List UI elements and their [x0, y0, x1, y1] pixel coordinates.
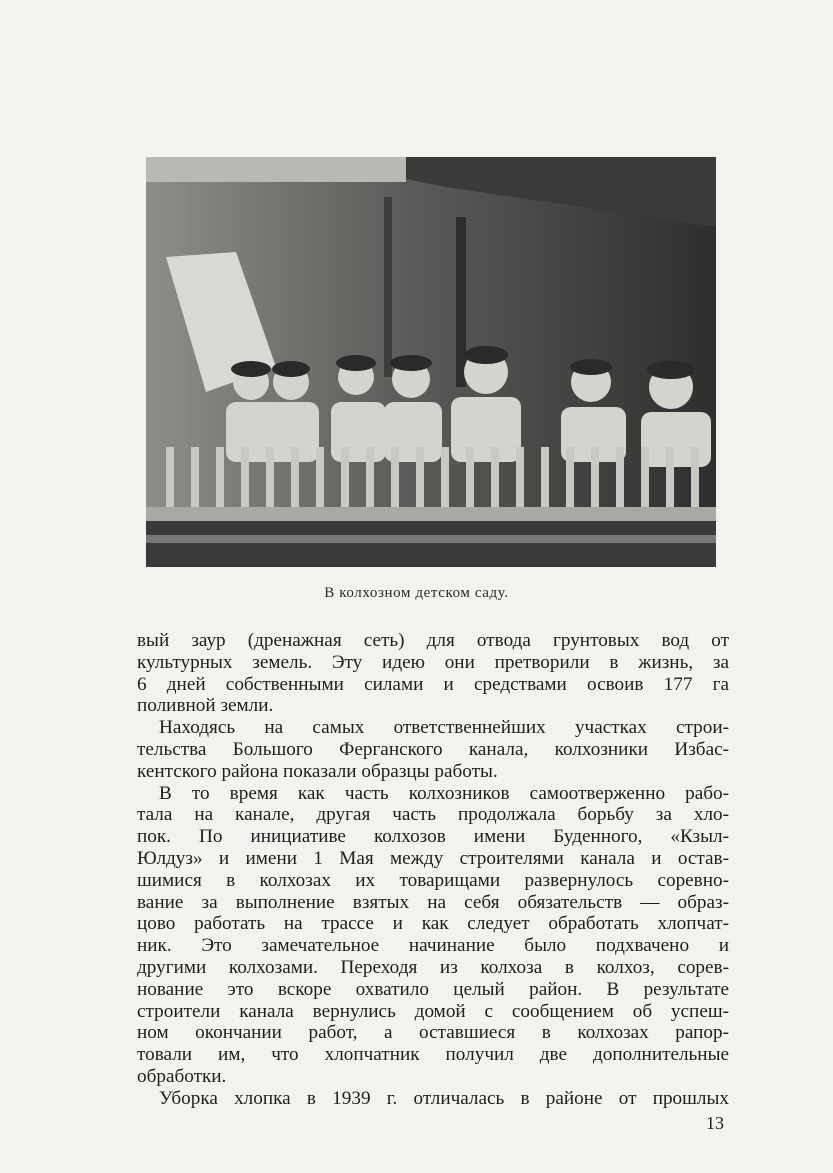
text-line: товали им, что хлопчатник получил две дополнительные [137, 1044, 729, 1066]
text-line: вание за выполнение взятых на себя обязательств — образ- [137, 891, 729, 913]
text-line: тельства Большого Ферганского канала, колхозники Избас- [137, 738, 729, 760]
photo-children-at-balcony-icon [146, 157, 716, 567]
text-line: Юлдуз» и имени 1 Мая между строителями канала и остав- [137, 847, 729, 869]
text-line: поливной земли. [137, 695, 274, 717]
text-line: тала на канале, другая часть продолжала борьбу за хло- [137, 804, 729, 826]
text-line: нование это вскоре охватило целый район. В результате [137, 978, 729, 1000]
text-line: кентского района показали образцы работы. [137, 760, 498, 782]
text-line: ном окончании работ, а оставшиеся в колхозах рапор- [137, 1022, 729, 1044]
text-line: другими колхозами. Переходя из колхоза в колхоз, сорев- [137, 956, 729, 978]
text-line: обработки. [137, 1065, 227, 1087]
page-number: 13 [706, 1113, 724, 1133]
text-line: шимися в колхозах их товарищами развернулось соревно- [137, 869, 729, 891]
text-line: ник. Это замечательное начинание было подхвачено и [137, 935, 729, 957]
text-line: пок. По инициативе колхозов имени Буденного, «Кзыл- [137, 826, 729, 848]
paragraph [137, 630, 729, 717]
text-line: вый заур (дренажная сеть) для отвода грунтовых вод от [137, 630, 729, 651]
text-line: строители канала вернулись домой с сообщением об успеш- [137, 1000, 729, 1022]
text-line: 6 дней собственными силами и средствами освоив 177 га [137, 673, 729, 695]
photo [146, 157, 716, 567]
text-line: Находясь на самых ответственнейших участках строи- [159, 717, 729, 739]
text-line: Уборка хлопка в 1939 г. отличалась в районе от прошлых [159, 1087, 729, 1109]
paragraph [137, 783, 729, 1088]
paragraph [137, 717, 729, 782]
text-line: В то время как часть колхозников самоотверженно рабо- [159, 782, 729, 804]
text-line: цово работать на трассе и как следует обработать хлопчат- [137, 913, 729, 935]
paragraph [137, 1088, 729, 1110]
photo-caption: В колхозном детском саду. [324, 585, 509, 601]
body-text [137, 630, 729, 1110]
text-line: культурных земель. Эту идею они претворили в жизнь, за [137, 651, 729, 673]
